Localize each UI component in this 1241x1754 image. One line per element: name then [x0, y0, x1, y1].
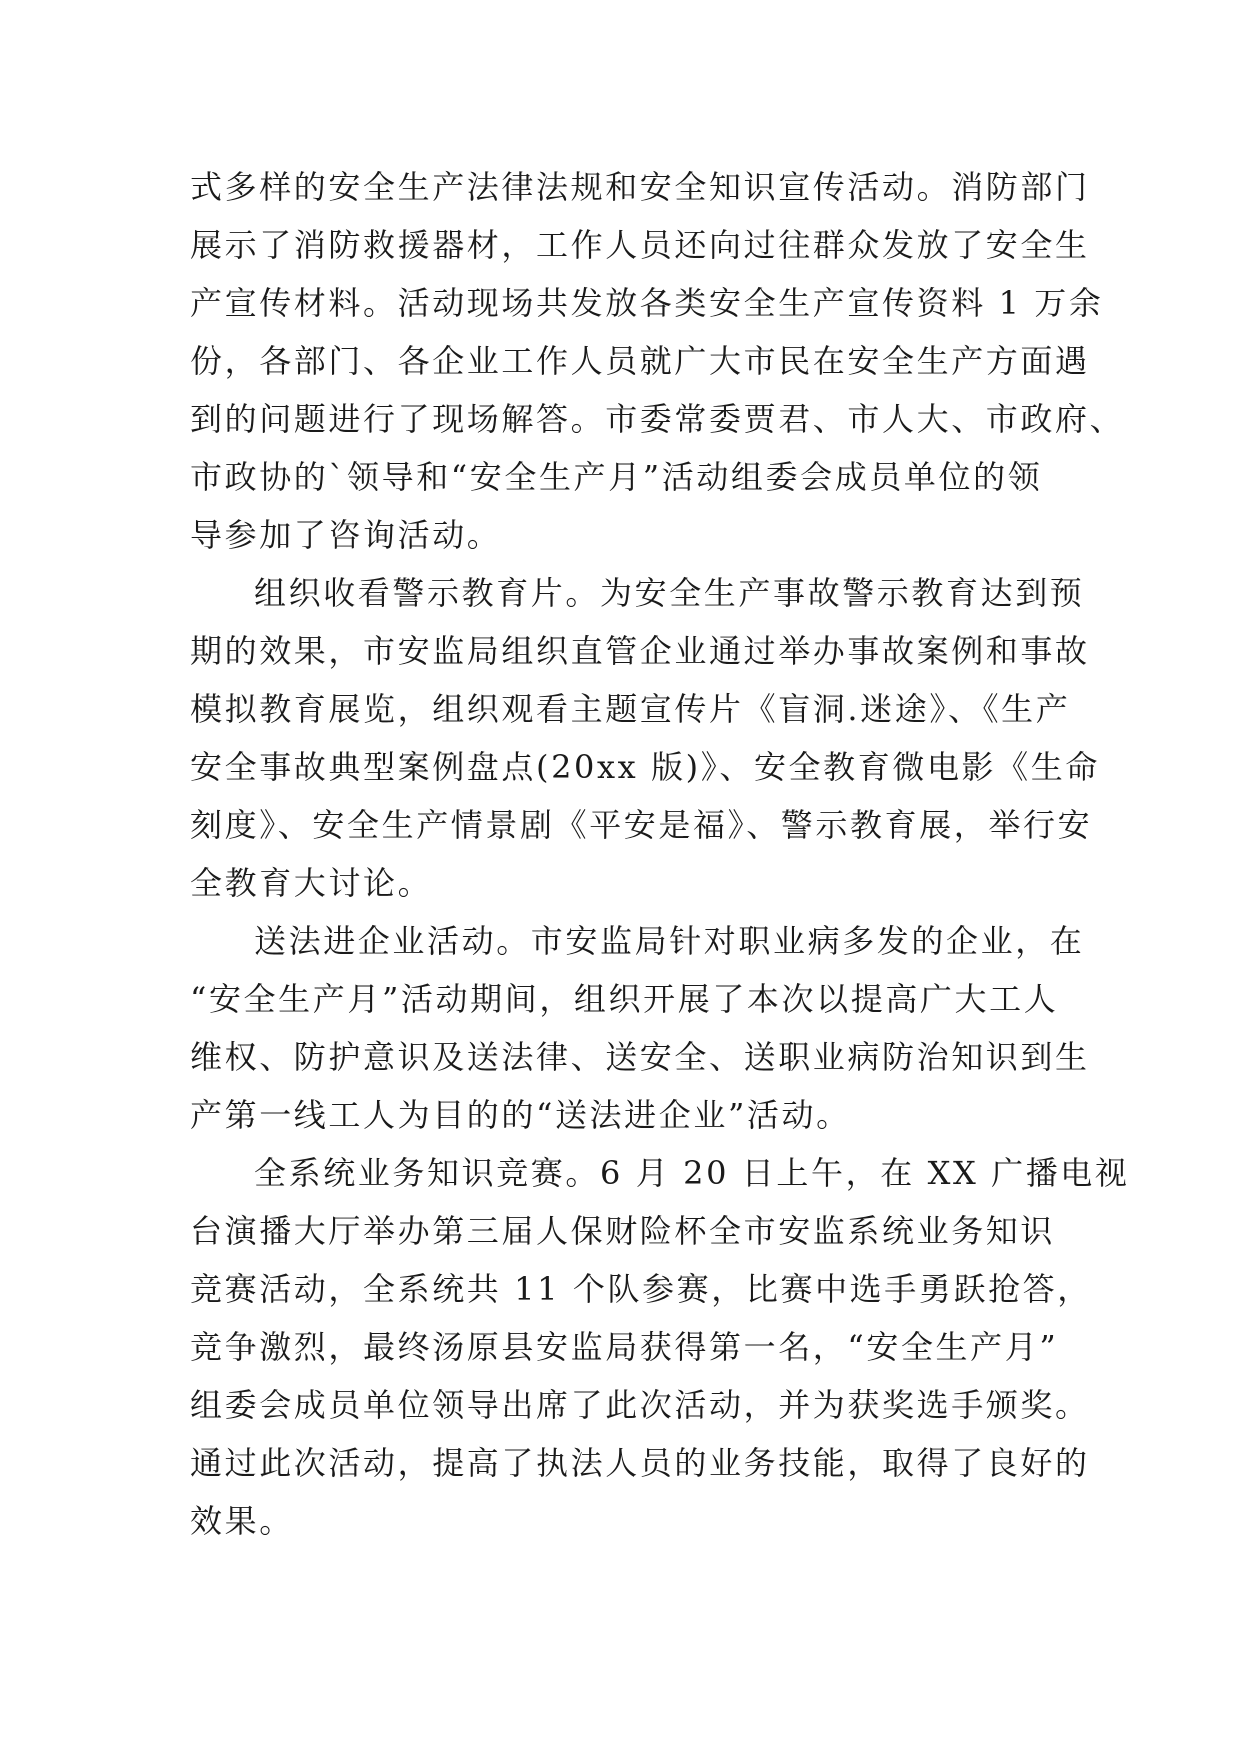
text-line: 竞争激烈，最终汤原县安监局获得第一名，“安全生产月”: [190, 1328, 1059, 1366]
text-line: “安全生产月”活动期间，组织开展了本次以提高广大工人: [190, 980, 1059, 1018]
text-line: 产第一线工人为目的的“送法进企业”活动。: [190, 1096, 851, 1134]
text-line: 安全事故典型案例盘点(20xx 版)》、安全教育微电影《生命: [190, 748, 1100, 786]
text-line: 组委会成员单位领导出席了此次活动，并为获奖选手颁奖。: [190, 1386, 1090, 1424]
text-line: 送法进企业活动。市安监局针对职业病多发的企业，在: [254, 922, 1085, 960]
text-line: 竞赛活动，全系统共 11 个队参赛，比赛中选手勇跃抢答，: [190, 1270, 1092, 1308]
text-line: 产宣传材料。活动现场共发放各类安全生产宣传资料 1 万余: [190, 284, 1104, 322]
text-line: 效果。: [190, 1502, 294, 1540]
body-text: [190, 158, 1130, 1550]
text-line: 全系统业务知识竞赛。6 月 20 日上午，在 XX 广播电视: [254, 1154, 1130, 1192]
text-line: 份，各部门、各企业工作人员就广大市民在安全生产方面遇: [190, 342, 1090, 380]
text-line: 组织收看警示教育片。为安全生产事故警示教育达到预: [254, 574, 1085, 612]
paragraph-warning-films: [190, 564, 1100, 912]
paragraph-knowledge-contest: [190, 1144, 1130, 1550]
text-line: 全教育大讨论。: [190, 864, 433, 902]
text-line: 刻度》、安全生产情景剧《平安是福》、警示教育展，举行安: [190, 806, 1093, 844]
paragraph-safety-promotion: [190, 158, 1125, 564]
text-line: 展示了消防救援器材，工作人员还向过往群众发放了安全生: [190, 226, 1090, 264]
text-line: 通过此次活动，提高了执法人员的业务技能，取得了良好的: [190, 1444, 1090, 1482]
text-line: 式多样的安全生产法律法规和安全知识宣传活动。消防部门: [190, 168, 1090, 206]
paragraph-law-to-enterprise: [190, 912, 1090, 1144]
text-line: 期的效果，市安监局组织直管企业通过举办事故案例和事故: [190, 632, 1090, 670]
text-line: 维权、防护意识及送法律、送安全、送职业病防治知识到生: [190, 1038, 1090, 1076]
text-line: 模拟教育展览，组织观看主题宣传片《盲洞.迷途》、《生产: [190, 690, 1071, 728]
text-line: 导参加了咨询活动。: [190, 516, 502, 554]
text-line: 到的问题进行了现场解答。市委常委贾君、市人大、市政府、: [190, 400, 1125, 438]
text-line: 台演播大厅举办第三届人保财险杯全市安监系统业务知识: [190, 1212, 1056, 1250]
text-line: 市政协的`领导和“安全生产月”活动组委会成员单位的领: [190, 458, 1043, 496]
